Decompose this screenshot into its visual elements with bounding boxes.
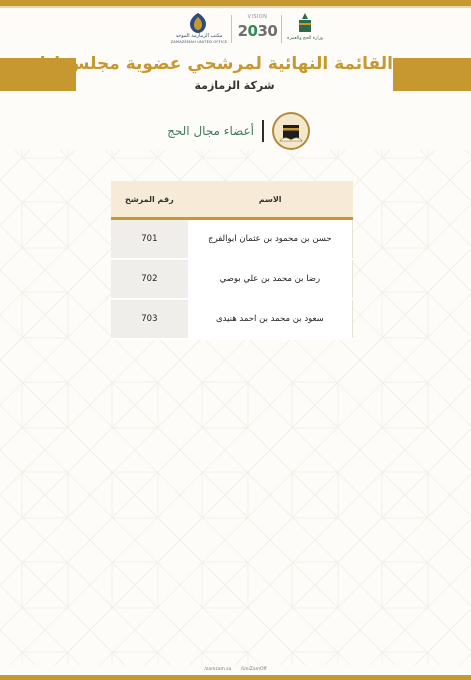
- ministry-emblem-icon: [295, 12, 315, 34]
- header-logos: [170, 11, 323, 47]
- table-row: [111, 259, 353, 299]
- footer-social-2: /UniZamOff: [240, 667, 267, 672]
- candidates-table: [111, 181, 353, 340]
- header-candidate-number: رقم المرشح: [111, 181, 188, 219]
- page-title: القائمة النهائية لمرشحي عضوية مجلس إدارة: [19, 54, 393, 74]
- vision-year-b: 30: [257, 22, 278, 40]
- footer-social: [0, 667, 471, 672]
- bottom-gold-bar: [0, 675, 471, 680]
- candidate-name: رضا بن محمد بن علي بوصي: [188, 259, 353, 299]
- logo-separator: [281, 15, 282, 43]
- ministry-name-ar: وزارة الحج والعمرة: [287, 36, 323, 41]
- united-office-logo: [170, 12, 228, 46]
- section-divider: [262, 120, 264, 142]
- top-light-bar: [0, 6, 471, 8]
- page-subtitle: شركة الزمازمة: [194, 79, 275, 92]
- vision-label: VISION: [247, 14, 268, 20]
- vision-year-zero: 0: [247, 22, 258, 40]
- candidate-number: 703: [111, 299, 188, 339]
- vision-year-a: 2: [237, 22, 248, 40]
- table-row: [111, 299, 353, 339]
- candidate-name: حسن بن محمود بن عثمان ابوالفرج: [188, 219, 353, 260]
- candidate-number: 702: [111, 259, 188, 299]
- title-gold-band-right: [393, 58, 471, 91]
- section-heading: [150, 112, 310, 150]
- vision-2030-logo: [237, 12, 278, 46]
- table-row: [111, 219, 353, 260]
- ministry-logo: [287, 12, 323, 46]
- vision-year: [237, 22, 277, 40]
- kaaba-badge: [272, 112, 310, 150]
- united-office-name-en: ZAMAZEMAH UNITED OFFICE: [170, 40, 228, 44]
- united-office-emblem-icon: [186, 12, 210, 34]
- candidate-number: 701: [111, 219, 188, 260]
- united-office-name-ar: مكتب الزمازمة الموحد: [175, 33, 223, 39]
- section-title: أعضاء مجال الحج: [167, 124, 254, 138]
- logo-separator: [231, 15, 232, 43]
- footer-social-1: /zamzam.sa: [204, 667, 232, 672]
- candidate-name: سعود بن محمد بن احمد هنيدى: [188, 299, 353, 339]
- table-header-row: [111, 181, 353, 219]
- kaaba-icon: [272, 112, 310, 150]
- header-name: الاسم: [188, 181, 353, 219]
